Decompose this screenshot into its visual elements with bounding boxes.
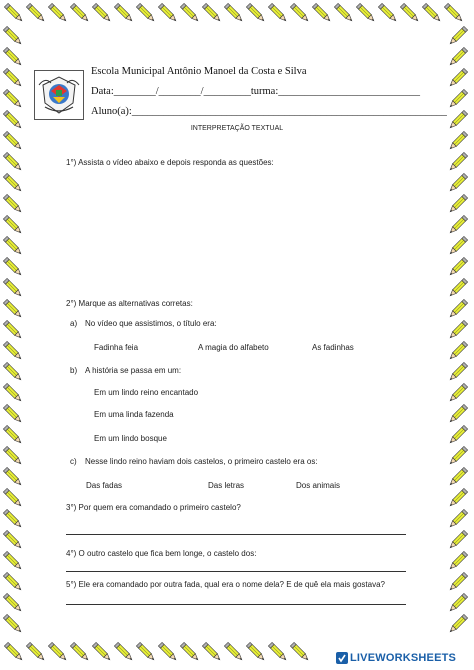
pencil-78: [448, 320, 467, 339]
option-2c-3[interactable]: Dos animais: [296, 481, 341, 490]
pencil-15: [334, 3, 353, 22]
pencil-88: [448, 530, 467, 549]
pencil-48: [3, 299, 22, 318]
pencil-59: [3, 530, 22, 549]
pencil-38: [3, 89, 22, 108]
pencil-31: [224, 642, 243, 661]
pencil-28: [158, 642, 177, 661]
pencil-11: [246, 3, 265, 22]
option-2a-3[interactable]: As fadinhas: [312, 343, 354, 352]
question-2: 2°) Marque as alternativas corretas:: [66, 299, 193, 308]
pencil-10: [224, 3, 243, 22]
pencil-58: [3, 509, 22, 528]
option-2a-1[interactable]: Fadinha feia: [94, 343, 139, 352]
pencil-91: [448, 593, 467, 612]
pencil-23: [48, 642, 67, 661]
pencil-44: [3, 215, 22, 234]
pencil-45: [3, 236, 22, 255]
pencil-72: [448, 194, 467, 213]
pencil-62: [3, 593, 22, 612]
pencil-22: [26, 642, 45, 661]
pencil-64: [448, 26, 467, 45]
option-2c-1[interactable]: Das fadas: [86, 481, 123, 490]
pencil-74: [448, 236, 467, 255]
school-crest-icon: [35, 71, 83, 119]
pencil-65: [448, 47, 467, 66]
pencil-47: [3, 278, 22, 297]
pencil-56: [3, 467, 22, 486]
pencil-52: [3, 383, 22, 402]
pencil-35: [3, 26, 22, 45]
pencil-1: [26, 3, 45, 22]
pencil-6: [136, 3, 155, 22]
question-2b-label: b): [70, 366, 78, 375]
option-2b-1[interactable]: Em um lindo reino encantado: [94, 388, 199, 397]
pencil-84: [448, 446, 467, 465]
pencil-79: [448, 341, 467, 360]
pencil-8: [180, 3, 199, 22]
date-class-line: Data:________/________/_________turma:___________________________: [91, 86, 420, 97]
pencil-69: [448, 131, 467, 150]
question-2a-label: a): [70, 319, 78, 328]
page-title: INTERPRETAÇÃO TEXTUAL: [190, 125, 284, 132]
pencil-53: [3, 404, 22, 423]
pencil-4: [92, 3, 111, 22]
pencil-25: [92, 642, 111, 661]
pencil-19: [422, 3, 441, 22]
pencil-41: [3, 152, 22, 171]
pencil-40: [3, 131, 22, 150]
watermark-text: LIVEWORKSHEETS: [350, 652, 457, 664]
school-logo: [34, 70, 84, 120]
pencil-85: [448, 467, 467, 486]
question-3: 3°) Por quem era comandado o primeiro castelo?: [66, 503, 241, 512]
pencil-67: [448, 89, 467, 108]
question-5: 5°) Ele era comandado por outra fada, qual era o nome dela? E de quê ela mais gostava?: [66, 580, 385, 589]
pencil-73: [448, 215, 467, 234]
pencil-77: [448, 299, 467, 318]
pencil-87: [448, 509, 467, 528]
pencil-70: [448, 152, 467, 171]
question-2c-label: c): [70, 457, 77, 466]
pencil-34: [290, 642, 309, 661]
school-name: Escola Municipal Antônio Manoel da Costa e Silva: [91, 66, 307, 77]
pencil-32: [246, 642, 265, 661]
option-2a-2[interactable]: A magia do alfabeto: [198, 343, 269, 352]
pencil-16: [356, 3, 375, 22]
pencil-55: [3, 446, 22, 465]
pencil-75: [448, 257, 467, 276]
pencil-54: [3, 425, 22, 444]
pencil-82: [448, 404, 467, 423]
pencil-86: [448, 488, 467, 507]
pencil-20: [444, 3, 463, 22]
pencil-63: [3, 614, 22, 633]
question-1: 1°) Assista o vídeo abaixo e depois responda as questões:: [66, 158, 274, 167]
pencil-57: [3, 488, 22, 507]
pencil-50: [3, 341, 22, 360]
option-2b-3[interactable]: Em um lindo bosque: [94, 434, 167, 443]
answer-line-4[interactable]: [66, 571, 406, 572]
pencil-92: [448, 614, 467, 633]
pencil-46: [3, 257, 22, 276]
question-2a-text: No vídeo que assistimos, o título era:: [85, 319, 217, 328]
pencil-2: [48, 3, 67, 22]
pencil-90: [448, 572, 467, 591]
pencil-30: [202, 642, 221, 661]
answer-line-3[interactable]: [66, 534, 406, 535]
pencil-43: [3, 194, 22, 213]
pencil-9: [202, 3, 221, 22]
liveworksheets-logo-icon: [336, 652, 348, 664]
pencil-0: [4, 3, 23, 22]
option-2c-2[interactable]: Das letras: [208, 481, 245, 490]
pencil-13: [290, 3, 309, 22]
pencil-89: [448, 551, 467, 570]
pencil-7: [158, 3, 177, 22]
pencil-17: [378, 3, 397, 22]
pencil-83: [448, 425, 467, 444]
pencil-18: [400, 3, 419, 22]
pencil-71: [448, 173, 467, 192]
question-2c-text: Nesse lindo reino haviam dois castelos, o primeiro castelo era os:: [85, 457, 318, 466]
option-2b-2[interactable]: Em uma linda fazenda: [94, 410, 174, 419]
pencil-33: [268, 642, 287, 661]
pencil-61: [3, 572, 22, 591]
pencil-26: [114, 642, 133, 661]
pencil-37: [3, 68, 22, 87]
pencil-12: [268, 3, 287, 22]
pencil-21: [4, 642, 23, 661]
question-2b-text: A história se passa em um:: [85, 366, 182, 375]
student-name-line: Aluno(a):____________________________________________________________: [91, 106, 447, 117]
answer-line-5[interactable]: [66, 604, 406, 605]
pencil-36: [3, 47, 22, 66]
question-4: 4°) O outro castelo que fica bem longe, o castelo dos:: [66, 549, 257, 558]
pencil-49: [3, 320, 22, 339]
pencil-3: [70, 3, 89, 22]
pencil-5: [114, 3, 133, 22]
pencil-29: [180, 642, 199, 661]
pencil-80: [448, 362, 467, 381]
pencil-51: [3, 362, 22, 381]
pencil-81: [448, 383, 467, 402]
pencil-60: [3, 551, 22, 570]
pencil-66: [448, 68, 467, 87]
pencil-76: [448, 278, 467, 297]
pencil-42: [3, 173, 22, 192]
pencil-27: [136, 642, 155, 661]
pencil-24: [70, 642, 89, 661]
pencil-14: [312, 3, 331, 22]
